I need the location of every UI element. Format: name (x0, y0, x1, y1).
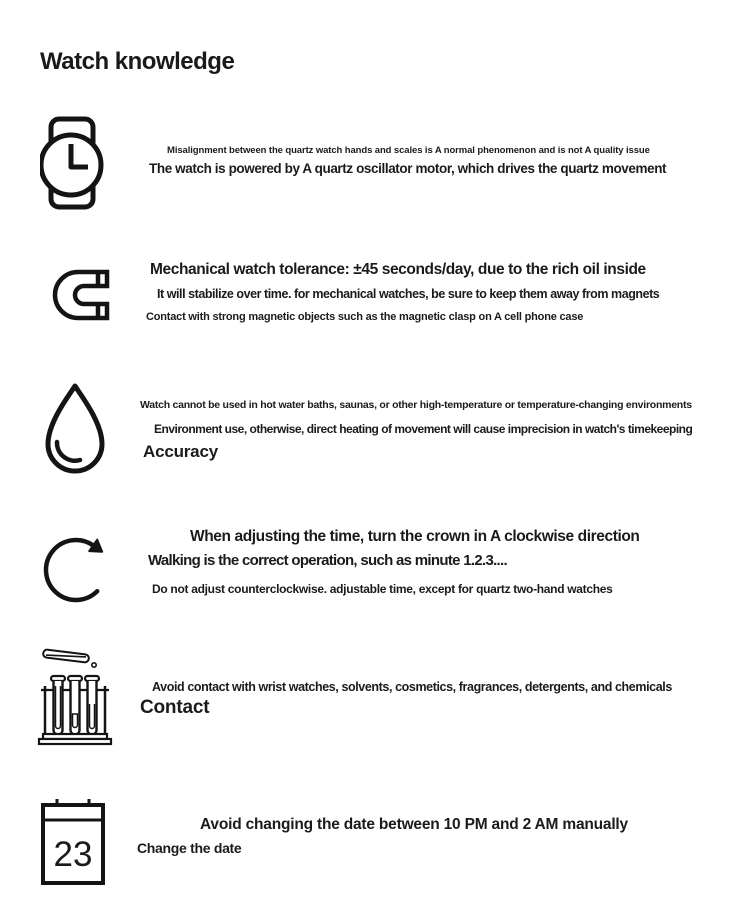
page-title: Watch knowledge (40, 48, 235, 76)
heat-sub-line: Environment use, otherwise, direct heating of movement will cause imprecision in watch's timekeeping (154, 422, 693, 436)
magnet-sub-line: It will stabilize over time. for mechanical watches, be sure to keep them away from magnets (157, 287, 660, 301)
quartz-note-line: Misalignment between the quartz watch hands and scales is A normal phenomenon and is not A quality issue (167, 145, 650, 156)
magnet-main-line: Mechanical watch tolerance: ±45 seconds/day, due to the rich oil inside (150, 261, 646, 278)
crown-main-line: When adjusting the time, turn the crown in A clockwise direction (190, 528, 640, 545)
wrist-watch-icon (40, 116, 104, 210)
magnet-note-line: Contact with strong magnetic objects such as the magnetic clasp on A cell phone case (146, 311, 584, 323)
contact-label: Contact (140, 697, 210, 718)
date-main-line: Avoid changing the date between 10 PM and 2 AM manually (200, 816, 628, 833)
accuracy-label: Accuracy (143, 442, 218, 461)
quartz-main-line: The watch is powered by A quartz oscillator motor, which drives the quartz movement (149, 161, 667, 176)
calendar-icon (40, 797, 106, 887)
date-label: Change the date (137, 840, 242, 856)
test-tubes-icon (36, 646, 114, 746)
clockwise-arrow-icon (40, 522, 112, 612)
heat-note-line: Watch cannot be used in hot water baths, saunas, or other high-temperature or temperature-changing environments (140, 399, 692, 411)
crown-note-line: Do not adjust counterclockwise. adjustable time, except for quartz two-hand watches (152, 582, 613, 596)
calendar-date-number: 23 (53, 835, 93, 874)
magnet-icon (42, 264, 110, 326)
crown-sub-line: Walking is the correct operation, such as minute 1.2.3.... (148, 552, 507, 569)
water-drop-icon (40, 380, 110, 480)
chemicals-main-line: Avoid contact with wrist watches, solvents, cosmetics, fragrances, detergents, and chemicals (152, 680, 672, 694)
